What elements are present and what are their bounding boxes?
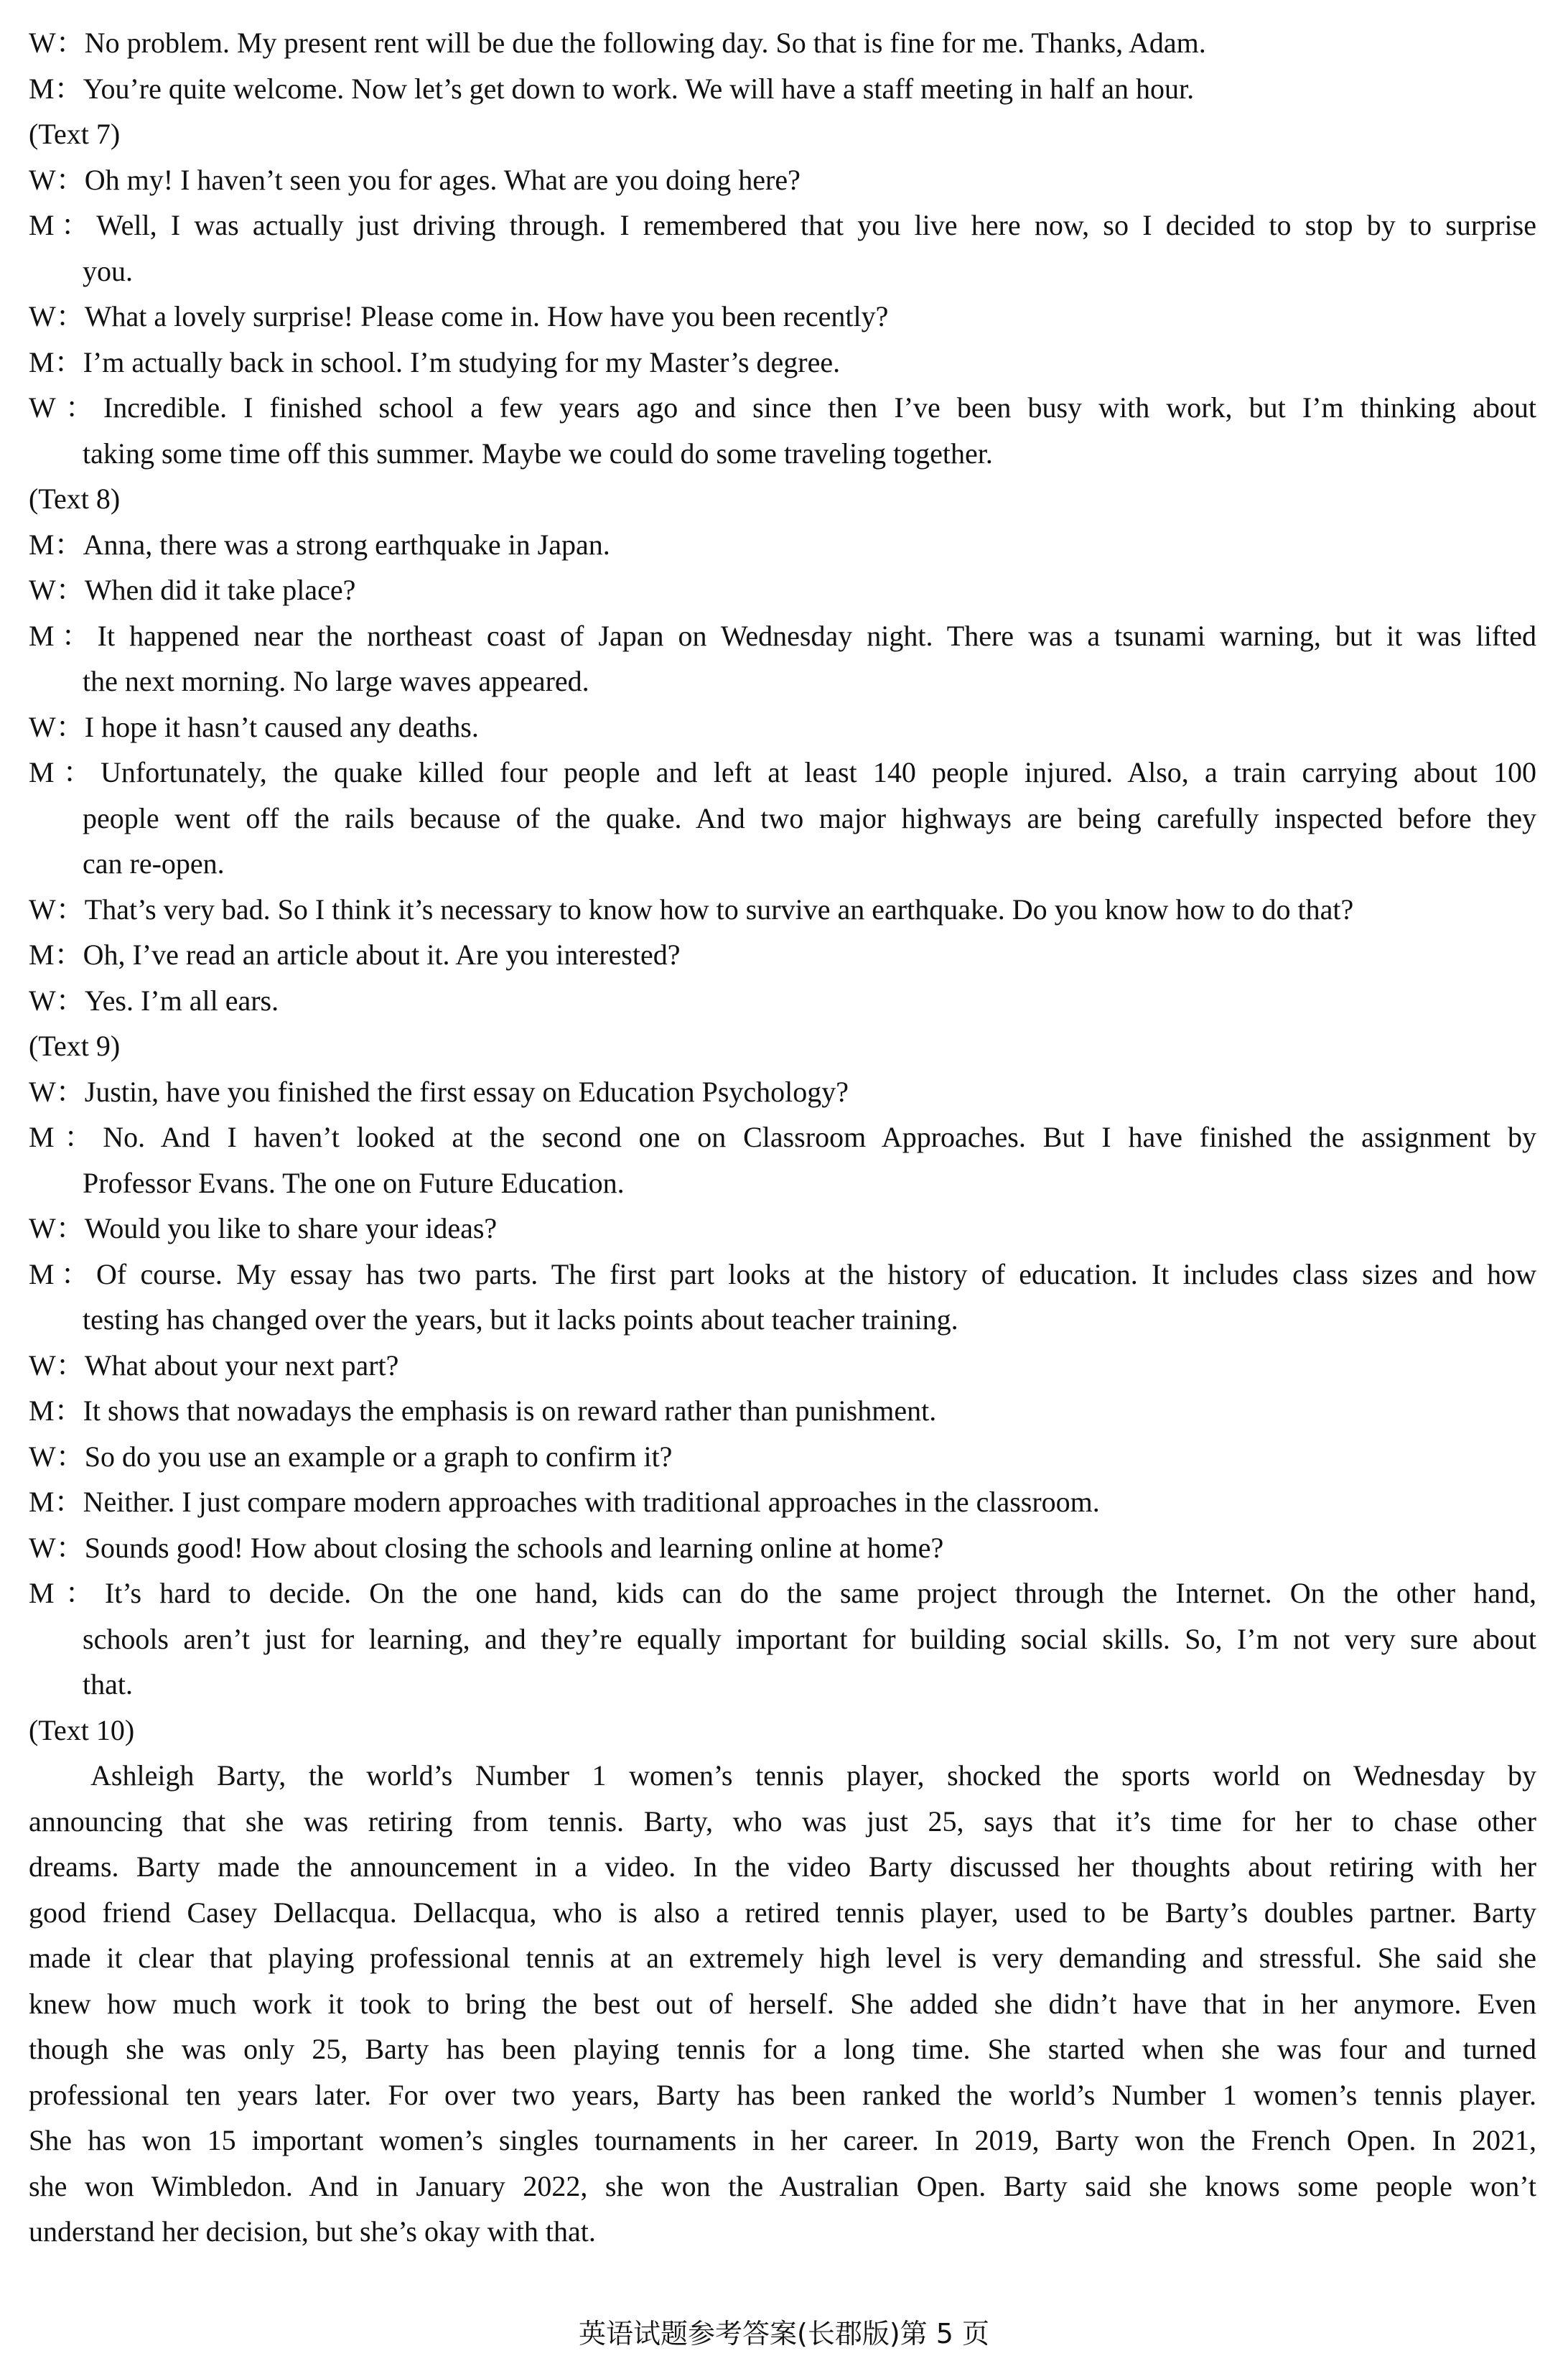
dialogue-text: So do you use an example or a graph to confirm it? bbox=[84, 1440, 673, 1473]
dialogue-line bbox=[29, 1252, 1536, 1298]
dialogue-line bbox=[29, 66, 1536, 112]
dialogue-line bbox=[29, 704, 1536, 750]
dialogue-text: Incredible. I finished school a few years ago and since then I’ve been busy with work, but I’m thinking about bbox=[103, 391, 1536, 424]
passage-line: Ashleigh Barty, the world’s Number 1 women’s tennis player, shocked the sports world on Wednesday by bbox=[90, 1759, 1536, 1792]
dialogue-continuation: testing has changed over the years, but it lacks points about teacher training. bbox=[83, 1303, 958, 1336]
dialogue-line bbox=[29, 385, 1536, 431]
dialogue-text: It happened near the northeast coast of Japan on Wednesday night. There was a tsunami warning, but it was lifted bbox=[97, 619, 1536, 652]
dialogue-continuation: Professor Evans. The one on Future Education. bbox=[83, 1166, 625, 1199]
speaker-label: W： bbox=[29, 984, 85, 1017]
dialogue-line bbox=[29, 1570, 1536, 1616]
dialogue-text: Would you like to share your ideas? bbox=[84, 1212, 498, 1244]
dialogue-text: It’s hard to decide. On the one hand, kids can do the same project through the Internet. On the other hand, bbox=[104, 1577, 1536, 1609]
passage-line: though she was only 25, Barty has been playing tennis for a long time. She started when she was four and turned bbox=[29, 2033, 1536, 2065]
dialogue-text: I hope it hasn’t caused any deaths. bbox=[84, 710, 479, 743]
speaker-label: M： bbox=[29, 1486, 83, 1518]
dialogue-line bbox=[29, 567, 1536, 613]
dialogue-text: Justin, have you finished the first essay on Education Psychology? bbox=[84, 1075, 849, 1108]
passage-line: knew how much work it took to bring the best out of herself. She added she didn’t have that in her anymore. Even bbox=[29, 1987, 1536, 2020]
speaker-label: M： bbox=[29, 345, 83, 378]
dialogue-continuation: schools aren’t just for learning, and they’re equally important for building social skills. So, I’m not very sure about bbox=[83, 1622, 1536, 1655]
passage-line: She has won 15 important women’s singles tournaments in her career. In 2019, Barty won the French Open. In 2021, bbox=[29, 2124, 1536, 2156]
dialogue-continuation: can re-open. bbox=[83, 847, 225, 880]
speaker-label: M： bbox=[29, 1577, 105, 1609]
dialogue-text: Sounds good! How about closing the schools and learning online at home? bbox=[84, 1531, 944, 1564]
passage-line: made it clear that playing professional tennis at an extremely high level is very demanding and stressful. She said she bbox=[29, 1942, 1536, 1974]
speaker-label: W： bbox=[29, 1075, 85, 1108]
dialogue-text: Yes. I’m all ears. bbox=[84, 984, 279, 1017]
dialogue-text: What about your next part? bbox=[84, 1349, 399, 1382]
dialogue-text: Oh my! I haven’t seen you for ages. What are you doing here? bbox=[84, 163, 801, 196]
dialogue-line bbox=[29, 613, 1536, 659]
dialogue-text: I’m actually back in school. I’m studying for my Master’s degree. bbox=[83, 345, 841, 378]
dialogue-line bbox=[29, 202, 1536, 248]
text-section-heading: (Text 10) bbox=[29, 1713, 135, 1746]
dialogue-text: Neither. I just compare modern approaches with traditional approaches in the classroom. bbox=[83, 1486, 1100, 1518]
dialogue-text: What a lovely surprise! Please come in. How have you been recently? bbox=[84, 300, 889, 332]
dialogue-text: Anna, there was a strong earthquake in Japan. bbox=[83, 528, 610, 561]
dialogue-line bbox=[29, 1479, 1536, 1525]
dialogue-continuation: taking some time off this summer. Maybe we could do some traveling together. bbox=[83, 437, 993, 470]
speaker-label: W： bbox=[29, 1440, 85, 1473]
speaker-label: M： bbox=[29, 209, 97, 241]
speaker-label: M： bbox=[29, 756, 101, 788]
speaker-label: W： bbox=[29, 300, 85, 332]
dialogue-text: When did it take place? bbox=[84, 574, 356, 606]
speaker-label: W： bbox=[29, 1349, 85, 1382]
passage-line: dreams. Barty made the announcement in a video. In the video Barty discussed her thoughts about retiring with her bbox=[29, 1850, 1536, 1883]
dialogue-line bbox=[29, 20, 1536, 66]
text-section-heading: (Text 7) bbox=[29, 118, 121, 150]
dialogue-text: That’s very bad. So I think it’s necessary to know how to survive an earthquake. Do you know how to do that? bbox=[84, 893, 1354, 926]
speaker-label: W： bbox=[29, 893, 85, 926]
speaker-label: W： bbox=[29, 574, 85, 606]
passage-line: she won Wimbledon. And in January 2022, she won the Australian Open. Barty said she knows some people won’t bbox=[29, 2169, 1536, 2202]
dialogue-line bbox=[29, 522, 1536, 568]
dialogue-line bbox=[29, 932, 1536, 978]
passage-line: good friend Casey Dellacqua. Dellacqua, who is also a retired tennis player, used to be Barty’s doubles partner. Barty bbox=[29, 1896, 1536, 1929]
dialogue-text: Unfortunately, the quake killed four people and left at least 140 people injured. Also, a train carrying about 100 bbox=[101, 756, 1536, 788]
speaker-label: M： bbox=[29, 1257, 97, 1290]
dialogue-continuation: the next morning. No large waves appeared. bbox=[83, 665, 589, 697]
dialogue-line bbox=[29, 1434, 1536, 1480]
dialogue-line bbox=[29, 1206, 1536, 1252]
page-footer: 英语试题参考答案(长郡版)第 5 页 bbox=[579, 2318, 989, 2349]
dialogue-text: No problem. My present rent will be due the following day. So that is fine for me. Thanks, Adam. bbox=[84, 27, 1206, 59]
dialogue-text: It shows that nowadays the emphasis is on reward rather than punishment. bbox=[83, 1394, 937, 1427]
dialogue-line bbox=[29, 978, 1536, 1024]
dialogue-continuation: that. bbox=[83, 1668, 133, 1700]
speaker-label: M： bbox=[29, 1121, 103, 1153]
dialogue-continuation: you. bbox=[83, 254, 133, 287]
speaker-label: W： bbox=[29, 1531, 85, 1564]
dialogue-line bbox=[29, 1525, 1536, 1571]
dialogue-line bbox=[29, 1114, 1536, 1160]
speaker-label: M： bbox=[29, 1394, 83, 1427]
dialogue-continuation: people went off the rails because of the quake. And two major highways are being carefully inspected before they bbox=[83, 801, 1536, 834]
dialogue-text: You’re quite welcome. Now let’s get down to work. We will have a staff meeting in half an hour. bbox=[83, 72, 1195, 105]
text-section-heading: (Text 8) bbox=[29, 483, 121, 515]
dialogue-line bbox=[29, 750, 1536, 796]
dialogue-line bbox=[29, 340, 1536, 386]
speaker-label: M： bbox=[29, 619, 98, 652]
dialogue-line bbox=[29, 1069, 1536, 1115]
passage-line: understand her decision, but she’s okay with that. bbox=[29, 2215, 596, 2248]
dialogue-line bbox=[29, 1343, 1536, 1389]
dialogue-line bbox=[29, 157, 1536, 203]
dialogue-text: No. And I haven’t looked at the second one on Classroom Approaches. But I have finished the assignment by bbox=[103, 1121, 1536, 1153]
speaker-label: W： bbox=[29, 163, 85, 196]
dialogue-text: Oh, I’ve read an article about it. Are you interested? bbox=[83, 939, 681, 971]
dialogue-line bbox=[29, 294, 1536, 340]
dialogue-line bbox=[29, 887, 1536, 933]
passage-line: professional ten years later. For over two years, Barty has been ranked the world’s Number 1 women’s tennis player. bbox=[29, 2078, 1536, 2111]
dialogue-line bbox=[29, 1388, 1536, 1434]
text-section-heading: (Text 9) bbox=[29, 1030, 121, 1062]
speaker-label: M： bbox=[29, 939, 83, 971]
speaker-label: W： bbox=[29, 710, 85, 743]
speaker-label: M： bbox=[29, 528, 83, 561]
passage-line: announcing that she was retiring from tennis. Barty, who was just 25, says that it’s time for her to chase other bbox=[29, 1804, 1536, 1838]
speaker-label: M： bbox=[29, 72, 83, 105]
dialogue-text: Well, I was actually just driving through. I remembered that you live here now, so I decided to stop by to surprise bbox=[96, 209, 1536, 241]
document-body bbox=[29, 20, 1536, 2255]
speaker-label: W： bbox=[29, 1212, 85, 1244]
dialogue-text: Of course. My essay has two parts. The first part looks at the history of education. It includes class sizes and how bbox=[96, 1257, 1536, 1290]
speaker-label: W： bbox=[29, 391, 103, 424]
speaker-label: W： bbox=[29, 27, 85, 59]
